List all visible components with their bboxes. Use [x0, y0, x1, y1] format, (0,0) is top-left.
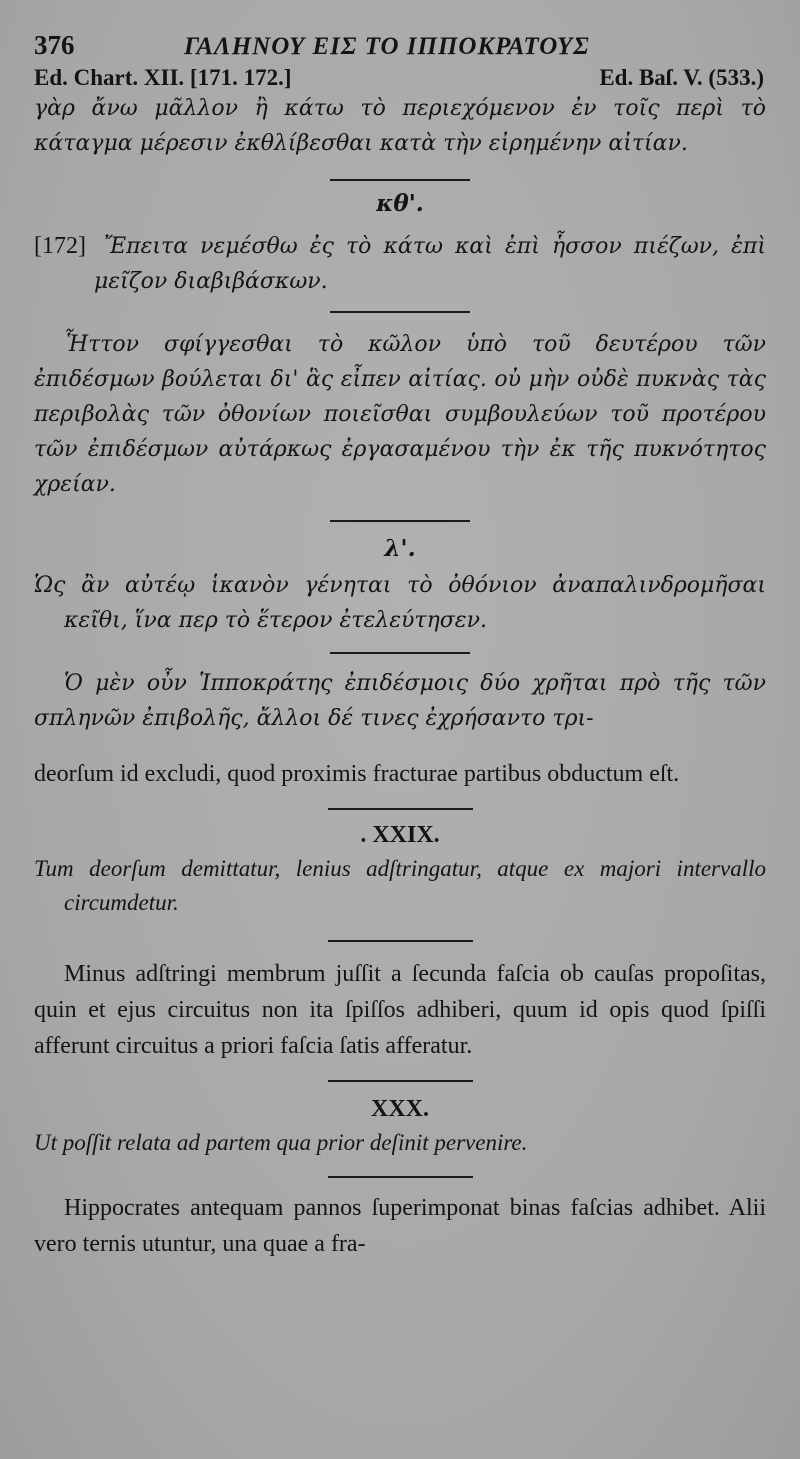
latin-section-number-30: XXX.: [371, 1096, 429, 1122]
page-reference: [172]: [34, 233, 86, 259]
greek-lemma-30: Ὡς ἂν αὐτέῳ ἱκανὸν γένηται τὸ ὀθόνιον ἀναπαλινδρομῆσαι κεῖθι, ἵνα περ τὸ ἕτερον ἐτελεύτησεν.: [34, 573, 766, 633]
running-title: ΓΑΛΗΝΟΥ ΕΙΣ ΤΟ ΙΠΠΟΚΡΑΤΟΥΣ: [184, 33, 590, 60]
section-divider: [330, 179, 470, 181]
section-divider: [328, 940, 473, 942]
section-divider: [328, 1176, 473, 1178]
page-number: 376: [34, 30, 75, 60]
latin-section-number-29: . XXIX.: [360, 822, 440, 848]
edition-bas-ref: Ed. Baſ. V. (533.): [599, 65, 764, 90]
greek-section-number-30: λ'.: [384, 535, 416, 562]
latin-commentary-30: Hippocrates antequam pannos ſuperimponat binas faſcias adhibet. Alii vero ternis utuntur, una quae a fra-: [34, 1195, 766, 1257]
greek-commentary-30: Ὁ μὲν οὖν Ἱπποκράτης ἐπιδέσμοις δύο χρῆται πρὸ τῆς τῶν σπληνῶν ἐπιβολῆς, ἄλλοι δέ τινες ἐχρήσαντο τρι-: [34, 671, 766, 731]
greek-commentary-29: Ἧττον σφίγγεσθαι τὸ κῶλον ὑπὸ τοῦ δευτέρου τῶν ἐπιδέσμων βούλεται δι' ἃς εἶπεν αἰτίας. οὐ μὴν οὐδὲ πυκνὰς τὰς περιβολὰς τῶν ὀθονίων ποιεῖσθαι συμβουλεύων τοῦ προτέρου τῶν ἐπιδέσμων αὐτάρκως ἐργασαμένου τὴν ἐκ τῆς πυκνότητος χρείαν.: [34, 332, 766, 497]
latin-lemma-29: Tum deorſum demittatur, lenius adſtringatur, atque ex majori intervallo circumdetur.: [34, 856, 766, 915]
edition-references: [34, 65, 766, 91]
latin-paragraph-top: deorſum id excludi, quod proximis fracturae partibus obductum eſt.: [34, 761, 680, 787]
edition-chart-ref: Ed. Chart. XII. [171. 172.]: [34, 65, 292, 90]
section-divider: [328, 808, 473, 810]
greek-lemma-29: [34, 229, 766, 299]
greek-lemma-29-text: Ἔπειτα νεμέσθω ἐς τὸ κάτω καὶ ἐπὶ ἧσσον πιέζων, ἐπὶ μεῖζον διαβιβάσκων.: [94, 234, 766, 294]
section-divider: [330, 652, 470, 654]
latin-lemma-30: Ut poſſit relata ad partem qua prior deſinit pervenire.: [34, 1130, 528, 1155]
page-header: [34, 30, 766, 61]
greek-section-number-29: κθ'.: [376, 190, 424, 217]
section-divider: [328, 1080, 473, 1082]
section-divider: [330, 311, 470, 313]
latin-commentary-29: Minus adſtringi membrum juſſit a ſecunda faſcia ob cauſas propoſitas, quin et ejus circuitus non ita ſpiſſos adhiberi, quum id opis quod ſpiſſi afferunt circuitus a priori faſcia ſatis afferatur.: [34, 961, 766, 1059]
section-divider: [330, 520, 470, 522]
greek-paragraph-top: γὰρ ἄνω μᾶλλον ἢ κάτω τὸ περιεχόμενον ἐν τοῖς περὶ τὸ κάταγμα μέρεσιν ἐκθλίβεσθαι κατὰ τὴν εἰρημένην αἰτίαν.: [34, 96, 766, 156]
